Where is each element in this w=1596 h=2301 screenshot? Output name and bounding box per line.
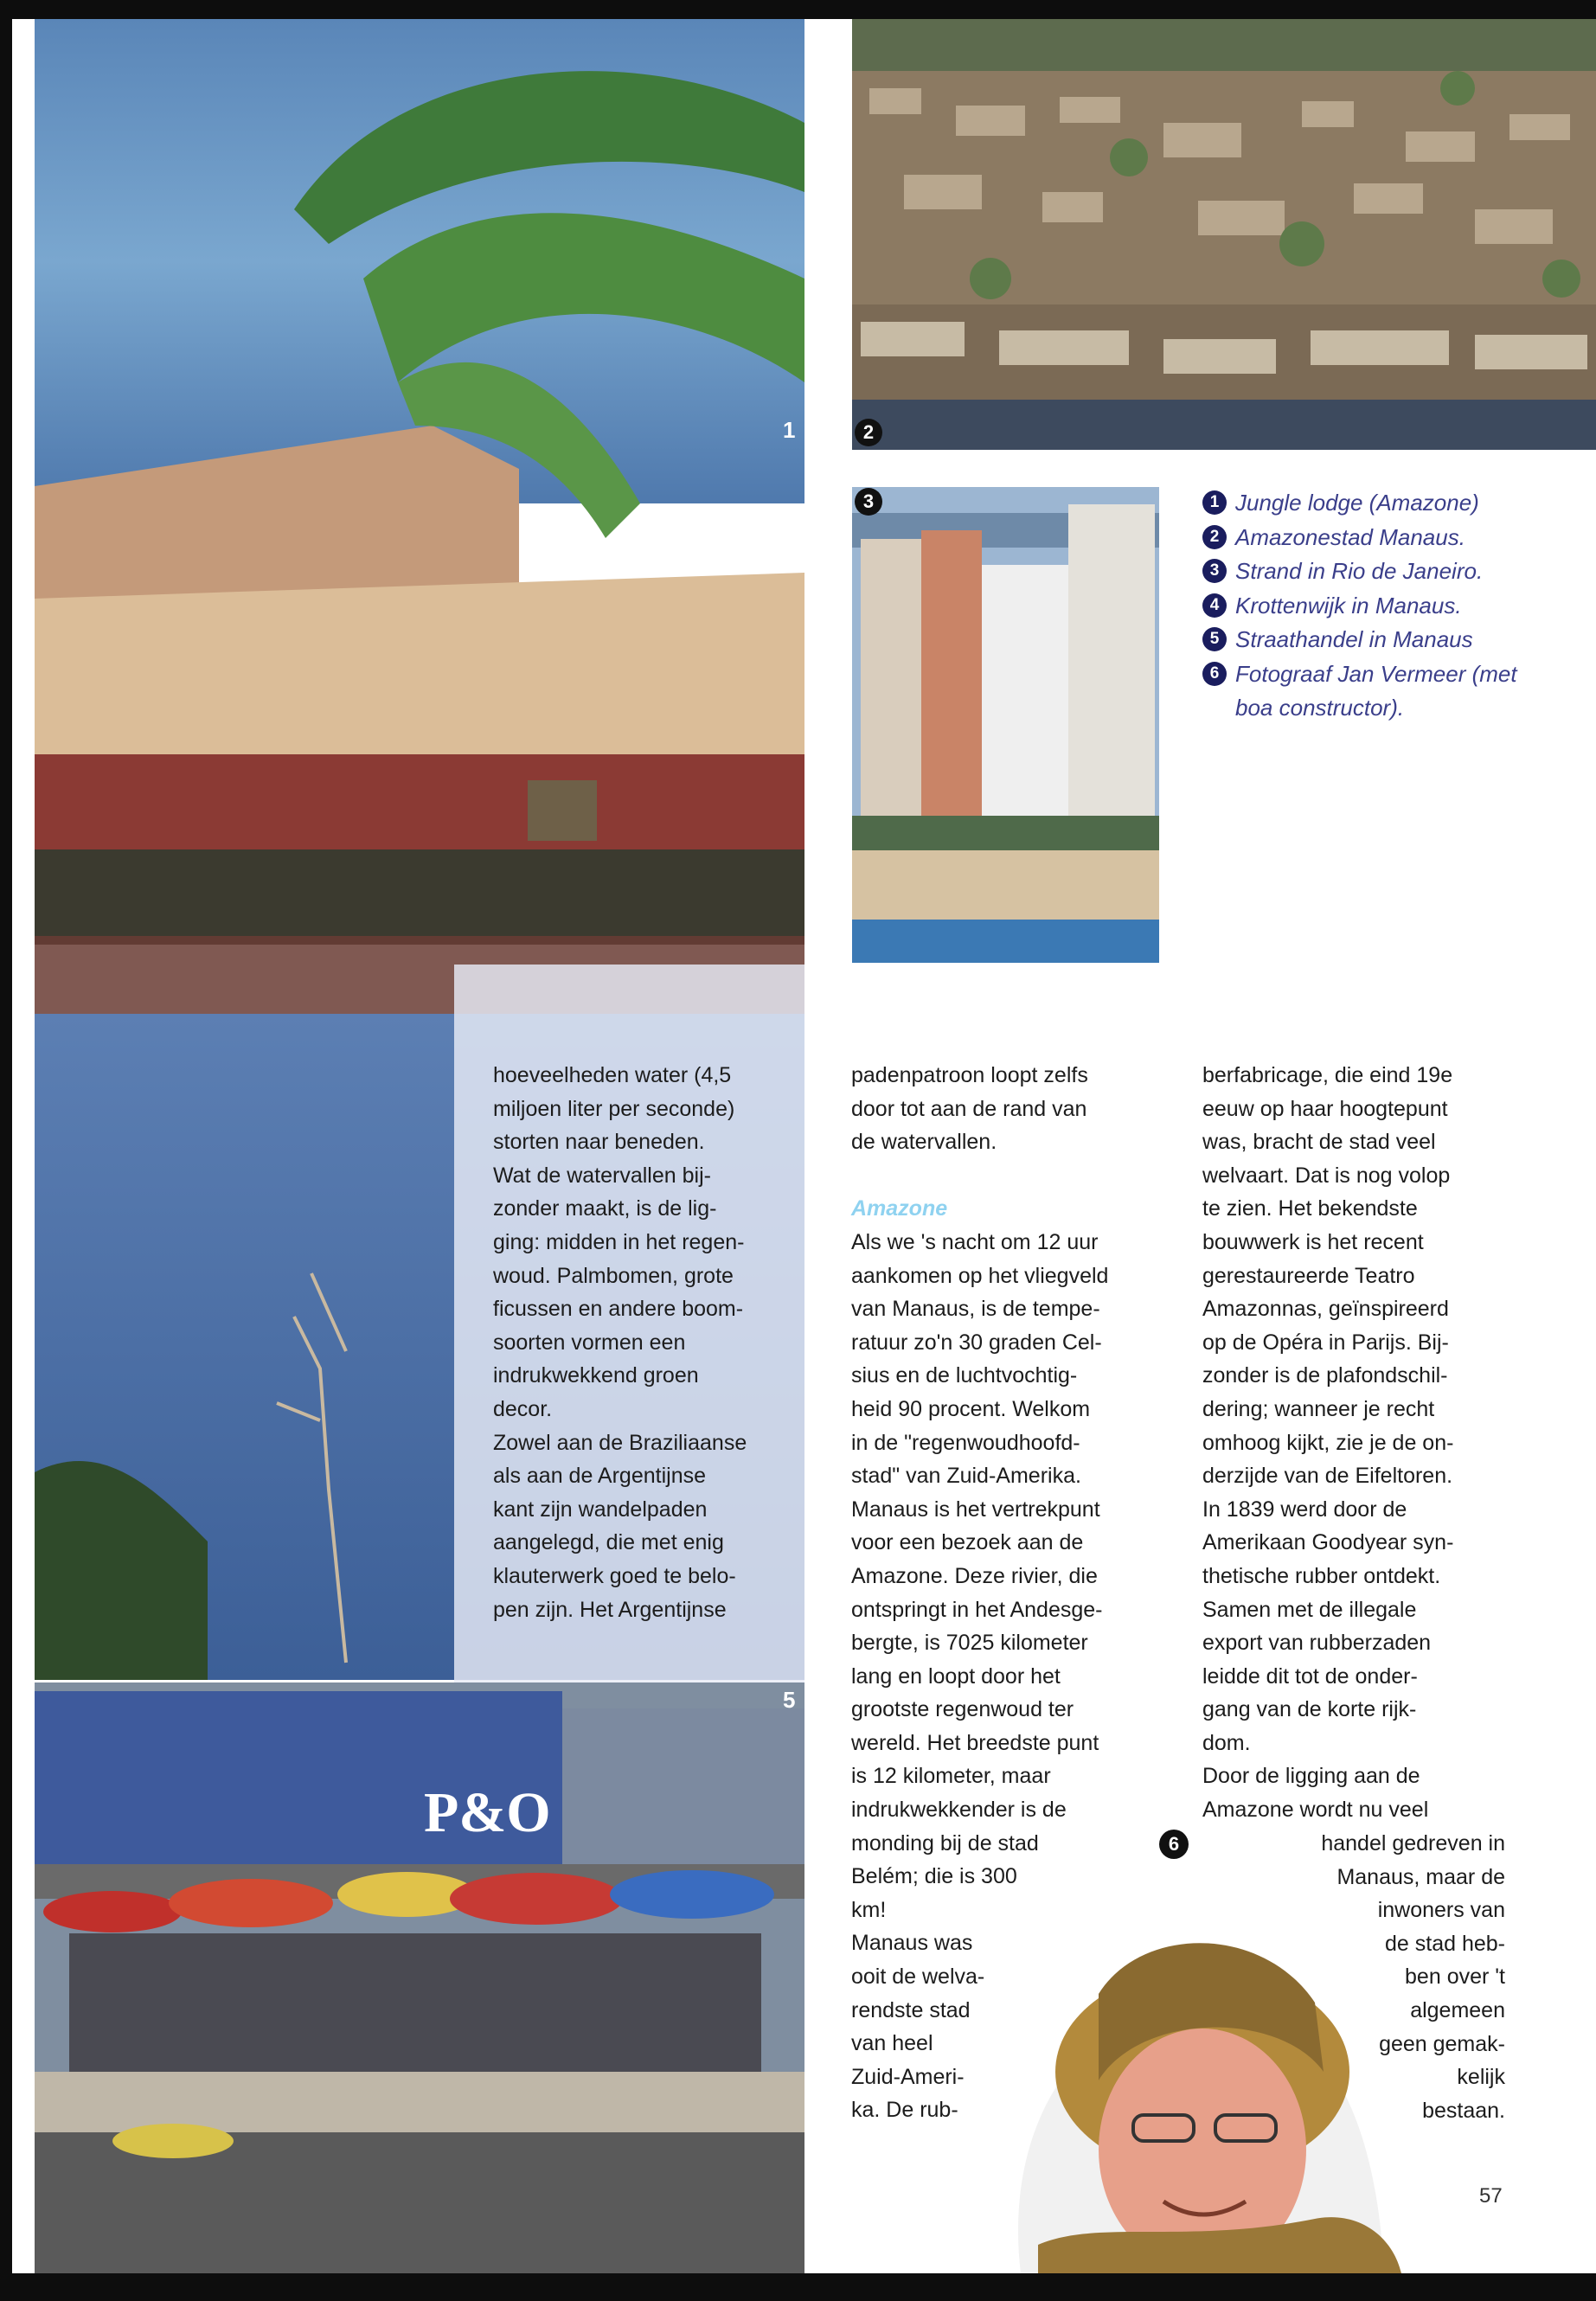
text-line: hoeveelheden water (4,5 bbox=[493, 1063, 732, 1087]
text-line: klauterwerk goed te belo- bbox=[493, 1563, 736, 1588]
text-line: is 12 kilometer, maar bbox=[851, 1764, 1051, 1789]
photo-street-trade bbox=[35, 1682, 804, 2273]
text-line: Belém; die is 300 bbox=[851, 1864, 1017, 1889]
text-line: Door de ligging aan de bbox=[1202, 1764, 1420, 1789]
text-line: leidde dit tot de onder- bbox=[1202, 1663, 1418, 1689]
text-line: wereld. Het breedste punt bbox=[851, 1730, 1099, 1755]
text-line: stad" van Zuid-Amerika. bbox=[851, 1464, 1081, 1489]
text-line: bouwwerk is het recent bbox=[1202, 1229, 1424, 1254]
article-column-1 bbox=[493, 1059, 804, 1626]
p-and-o-sign: P&O bbox=[424, 1781, 551, 1844]
text-line: omhoog kijkt, zie je de on- bbox=[1202, 1430, 1454, 1455]
text-line: op de Opéra in Parijs. Bij- bbox=[1202, 1330, 1449, 1355]
text-line: indrukwekkend groen bbox=[493, 1363, 699, 1388]
text-line: indrukwekkender is de bbox=[851, 1798, 1067, 1823]
article-column-2 bbox=[851, 1059, 1171, 2127]
caption-item bbox=[1202, 554, 1548, 589]
text-line: zonder is de plafondschil- bbox=[1202, 1363, 1448, 1388]
text-line: export van rubberzaden bbox=[1202, 1631, 1432, 1656]
text-line: padenpatroon loopt zelfs bbox=[851, 1063, 1088, 1087]
text-line: Amazone. Deze rivier, die bbox=[851, 1563, 1098, 1588]
caption-text: Fotograaf Jan Vermeer (met boa constructor). bbox=[1235, 660, 1517, 721]
text-line: derzijde van de Eifeltoren. bbox=[1202, 1464, 1453, 1489]
text-line: van Manaus, is de tempe- bbox=[851, 1297, 1100, 1322]
text-line: bergte, is 7025 kilometer bbox=[851, 1631, 1088, 1656]
page-frame-left bbox=[0, 0, 12, 2301]
text-line: door tot aan de rand van bbox=[851, 1096, 1087, 1121]
text-line: woud. Palmbomen, grote bbox=[493, 1263, 734, 1288]
text-line: algemeen bbox=[1410, 1997, 1505, 2022]
text-line: sius en de luchtvochtig- bbox=[851, 1363, 1078, 1388]
text-line: In 1839 werd door de bbox=[1202, 1497, 1407, 1522]
page-frame-bottom bbox=[0, 2273, 1596, 2301]
caption-item bbox=[1202, 657, 1548, 726]
caption-item bbox=[1202, 521, 1548, 555]
article-column-3 bbox=[1202, 1059, 1531, 1827]
text-line: inwoners van bbox=[1377, 1898, 1505, 1923]
text-line: de watervallen. bbox=[851, 1130, 997, 1155]
text-line: gang van de korte rijk- bbox=[1202, 1697, 1417, 1722]
text-line: als aan de Argentijnse bbox=[493, 1464, 707, 1489]
text-line: ratuur zo'n 30 graden Cel- bbox=[851, 1330, 1102, 1355]
text-line: kelijk bbox=[1457, 2065, 1505, 2090]
text-line: ben over 't bbox=[1405, 1965, 1505, 1990]
text-line: welvaart. Dat is nog volop bbox=[1202, 1163, 1451, 1188]
text-line: storten naar beneden. bbox=[493, 1130, 705, 1155]
text-line: ooit de welva- bbox=[851, 1965, 985, 1990]
caption-number: 1 bbox=[1202, 490, 1227, 515]
text-line: grootste regenwoud ter bbox=[851, 1697, 1074, 1722]
photo-captions bbox=[1202, 486, 1548, 726]
caption-text: Strand in Rio de Janeiro. bbox=[1235, 558, 1484, 584]
text-line: aankomen op het vliegveld bbox=[851, 1263, 1109, 1288]
text-line: berfabricage, die eind 19e bbox=[1202, 1063, 1453, 1087]
text-line: Zuid-Ameri- bbox=[851, 2064, 965, 2089]
text-line: miljoen liter per seconde) bbox=[493, 1096, 735, 1121]
caption-item bbox=[1202, 486, 1548, 521]
text-line: handel gedreven in bbox=[1321, 1831, 1505, 1856]
text-line: ka. De rub- bbox=[851, 2098, 958, 2123]
text-line: Amazone wordt nu veel bbox=[1202, 1798, 1429, 1823]
photo-label-1: 1 bbox=[783, 417, 796, 443]
text-line: was, bracht de stad veel bbox=[1202, 1130, 1436, 1155]
text-line: eeuw op haar hoogtepunt bbox=[1202, 1096, 1448, 1121]
photo-label-5: 5 bbox=[783, 1687, 796, 1713]
text-line: van heel bbox=[851, 2031, 933, 2056]
text-line: gerestaureerde Teatro bbox=[1202, 1263, 1415, 1288]
article-column-3-wrap bbox=[1202, 1827, 1505, 2127]
caption-number: 4 bbox=[1202, 593, 1227, 618]
caption-number: 5 bbox=[1202, 627, 1227, 651]
caption-text: Straathandel in Manaus bbox=[1235, 626, 1473, 652]
text-line: heid 90 procent. Welkom bbox=[851, 1396, 1091, 1421]
photo-label-2: 2 bbox=[855, 419, 882, 446]
caption-text: Jungle lodge (Amazone) bbox=[1235, 490, 1479, 516]
text-line: dom. bbox=[1202, 1730, 1251, 1755]
text-line: in de "regenwoudhoofd- bbox=[851, 1430, 1080, 1455]
photo-label-3: 3 bbox=[855, 488, 882, 516]
section-heading-amazone: Amazone bbox=[851, 1196, 948, 1221]
caption-text: Amazonestad Manaus. bbox=[1235, 523, 1465, 550]
text-line: rendste stad bbox=[851, 1997, 971, 2022]
text-line: geen gemak- bbox=[1379, 2031, 1505, 2056]
caption-number: 6 bbox=[1202, 662, 1227, 686]
text-line: Manaus was bbox=[851, 1931, 973, 1956]
text-line: de stad heb- bbox=[1385, 1931, 1505, 1956]
text-line: Manaus, maar de bbox=[1336, 1864, 1505, 1889]
text-line: ficussen en andere boom- bbox=[493, 1297, 744, 1322]
text-line: bestaan. bbox=[1422, 2098, 1505, 2123]
page-number: 57 bbox=[1479, 2184, 1503, 2208]
text-line: Manaus is het vertrekpunt bbox=[851, 1497, 1100, 1522]
text-line: Samen met de illegale bbox=[1202, 1597, 1417, 1622]
paragraph-gap bbox=[851, 1159, 1171, 1193]
text-line: zonder maakt, is de lig- bbox=[493, 1196, 717, 1221]
text-line: decor. bbox=[493, 1396, 553, 1421]
text-line: kant zijn wandelpaden bbox=[493, 1497, 708, 1522]
text-line: aangelegd, die met enig bbox=[493, 1530, 724, 1555]
text-line: lang en loopt door het bbox=[851, 1663, 1061, 1689]
text-line: Amerikaan Goodyear syn- bbox=[1202, 1530, 1454, 1555]
text-line: km! bbox=[851, 1897, 887, 1922]
text-line: thetische rubber ontdekt. bbox=[1202, 1563, 1441, 1588]
text-line: pen zijn. Het Argentijnse bbox=[493, 1597, 727, 1622]
caption-number: 3 bbox=[1202, 559, 1227, 583]
photo-rio-beach bbox=[852, 487, 1159, 963]
text-line: voor een bezoek aan de bbox=[851, 1530, 1084, 1555]
text-line: te zien. Het bekendste bbox=[1202, 1196, 1418, 1221]
page-frame-top bbox=[0, 0, 1596, 19]
caption-item bbox=[1202, 623, 1548, 657]
text-line: ging: midden in het regen- bbox=[493, 1229, 745, 1254]
text-line: soorten vormen een bbox=[493, 1330, 686, 1355]
caption-number: 2 bbox=[1202, 525, 1227, 549]
text-line: ontspringt in het Andesge- bbox=[851, 1597, 1103, 1622]
photo-label-6: 6 bbox=[1159, 1830, 1189, 1859]
caption-text: Krottenwijk in Manaus. bbox=[1235, 592, 1462, 619]
text-line: dering; wanneer je recht bbox=[1202, 1396, 1435, 1421]
text-line: Als we 's nacht om 12 uur bbox=[851, 1229, 1099, 1254]
photo-manaus-city bbox=[852, 19, 1596, 450]
text-line: Zowel aan de Braziliaanse bbox=[493, 1430, 747, 1455]
caption-item bbox=[1202, 589, 1548, 624]
text-line: monding bij de stad bbox=[851, 1830, 1039, 1856]
text-line: Amazonnas, geïnspireerd bbox=[1202, 1297, 1449, 1322]
text-line: Wat de watervallen bij- bbox=[493, 1163, 711, 1188]
